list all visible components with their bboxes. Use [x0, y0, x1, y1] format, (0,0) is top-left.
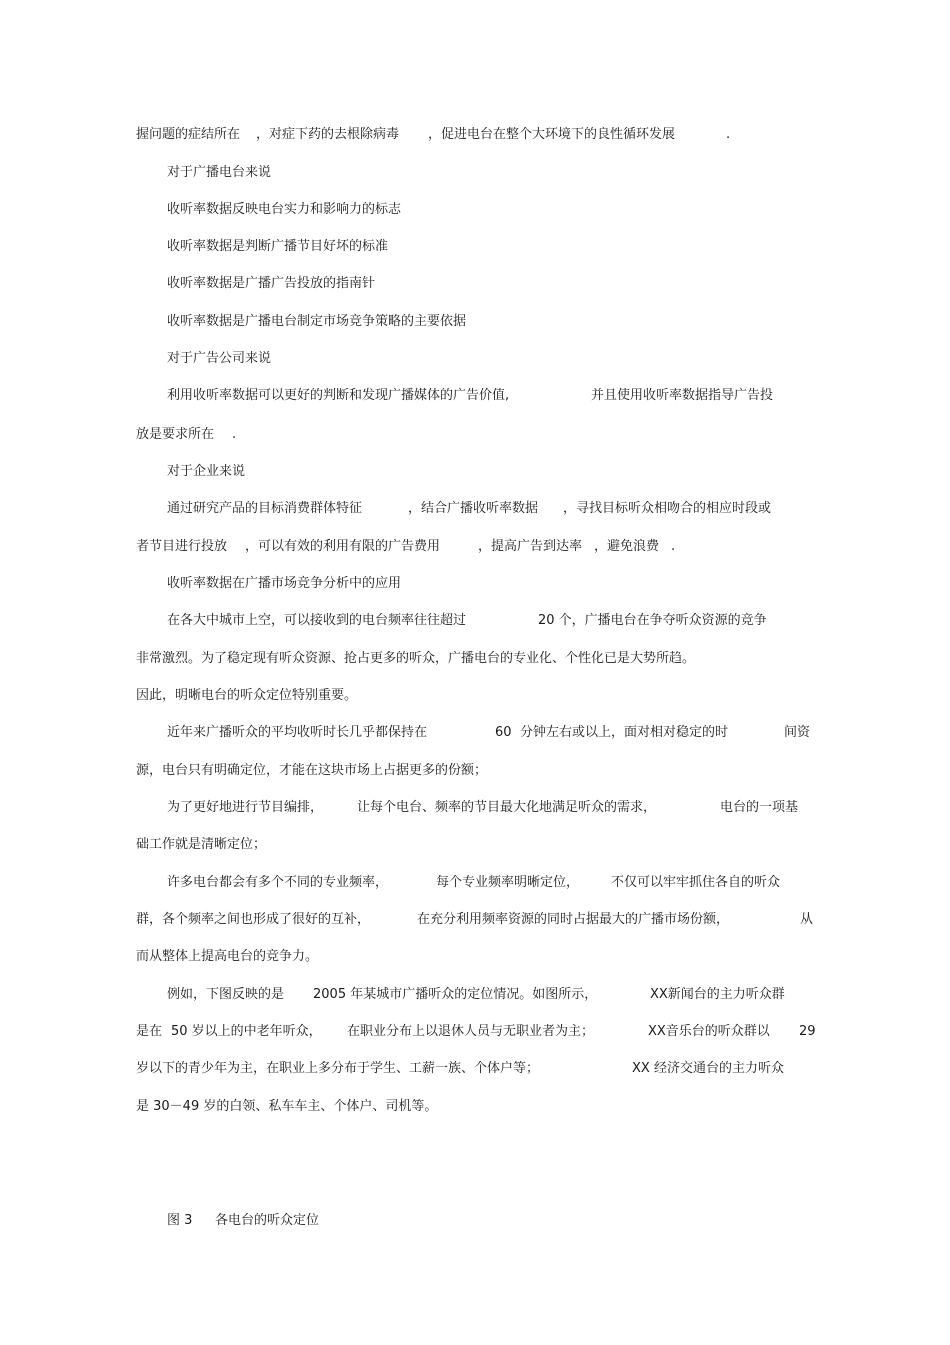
text-segment: 收听率数据反映电台实力和影响力的标志 [167, 202, 402, 217]
text-segment: 29 [799, 1024, 816, 1039]
text-segment: XX 经济交通台的主力听众 [632, 1061, 784, 1076]
text-segment: 是在 [136, 1024, 163, 1039]
text-segment: ，避免浪费 [594, 539, 660, 554]
text-segment: 通过研究产品的目标消费群体特征 [167, 501, 363, 516]
text-segment: 分钟左右或以上，面对相对稳定的时 [520, 725, 729, 740]
text-segment: ，提高广告到达率 [478, 539, 583, 554]
text-segment: 近年来广播听众的平均收听时长几乎都保持在 [167, 725, 428, 740]
text-segment: 每个专业频率明晰定位， [436, 875, 580, 890]
text-segment: ，寻找目标听众相吻合的相应时段或 [563, 501, 772, 516]
text-segment: 非常激烈。为了稳定现有听众资源、抢占更多的听众，广播电台的专业化、个性化已是大势所趋。 [136, 651, 696, 666]
text-segment: 收听率数据是广播电台制定市场竞争策略的主要依据 [167, 314, 467, 329]
text-segment: . [232, 427, 237, 442]
text-segment: 对于广告公司来说 [167, 351, 272, 366]
text-segment: 收听率数据是广播广告投放的指南针 [167, 276, 376, 291]
text-segment: 不仅可以牢牢抓住各自的听众 [611, 875, 781, 890]
text-segment: XX音乐台的听众群以 [648, 1024, 770, 1039]
text-segment: 收听率数据是判断广播节目好坏的标准 [167, 239, 389, 254]
text-segment: 是 30－49 岁的白领、私车车主、个体户、司机等。 [136, 1099, 438, 1114]
text-segment: 为了更好地进行节目编排， [167, 800, 324, 815]
text-segment: 并且使用收听率数据指导广告投 [591, 388, 774, 403]
text-segment: 群，各个频率之间也形成了很好的互补， [136, 912, 371, 927]
text-segment: ，对症下药的去根除病毒 [256, 127, 400, 142]
text-segment: 源，电台只有明确定位，才能在这块市场上占据更多的份额； [136, 763, 488, 778]
text-segment: 让每个电台、频率的节目最大化地满足听众的需求， [357, 800, 657, 815]
text-segment: 对于广播电台来说 [167, 165, 272, 180]
text-segment: 握问题的症结所在 [136, 127, 241, 142]
text-segment: 50 岁以上的中老年听众， [171, 1024, 322, 1039]
text-segment: XX新闻台的主力听众群 [650, 987, 785, 1002]
text-segment: ，可以有效的利用有限的广告费用 [245, 539, 441, 554]
text-segment: 从 [800, 912, 814, 927]
text-segment: 岁以下的青少年为主，在职业上多分布于学生、工薪一族、个体户等； [136, 1061, 540, 1076]
text-segment: 而从整体上提高电台的竞争力。 [136, 949, 319, 964]
text-segment: . [726, 127, 731, 142]
text-segment: 在职业分布上以退休人员与无职业者为主； [347, 1024, 595, 1039]
figure-title: 各电台的听众定位 [215, 1213, 320, 1228]
text-segment: 电台的一项基 [720, 800, 799, 815]
figure-number: 图 3 [167, 1213, 193, 1228]
text-segment: ，促进电台在整个大环境下的良性循环发展 [428, 127, 676, 142]
text-segment: 在各大中城市上空，可以接收到的电台频率往往超过 [167, 613, 467, 628]
text-segment: 20 个，广播电台在争夺听众资源的竞争 [538, 613, 767, 628]
text-segment: 对于企业来说 [167, 464, 246, 479]
text-segment: 者节目进行投放 [136, 539, 228, 554]
text-segment: ，结合广播收听率数据 [408, 501, 539, 516]
text-segment: 间资 [784, 725, 811, 740]
text-segment: 许多电台都会有多个不同的专业频率， [167, 875, 389, 890]
text-segment: 2005 年某城市广播听众的定位情况。如图所示， [313, 987, 598, 1002]
text-segment: 利用收听率数据可以更好的判断和发现广播媒体的广告价值, [167, 388, 510, 403]
text-segment: 60 [495, 725, 512, 740]
text-segment: 收听率数据在广播市场竞争分析中的应用 [167, 576, 402, 591]
text-segment: 础工作就是清晰定位； [136, 837, 267, 852]
text-segment: 在充分利用频率资源的同时占据最大的广播市场份额， [417, 912, 730, 927]
text-segment: . [671, 539, 676, 554]
text-segment: 放是要求所在 [136, 427, 215, 442]
text-segment: 因此，明晰电台的听众定位特别重要。 [136, 688, 358, 703]
text-segment: 例如，下图反映的是 [167, 987, 285, 1002]
